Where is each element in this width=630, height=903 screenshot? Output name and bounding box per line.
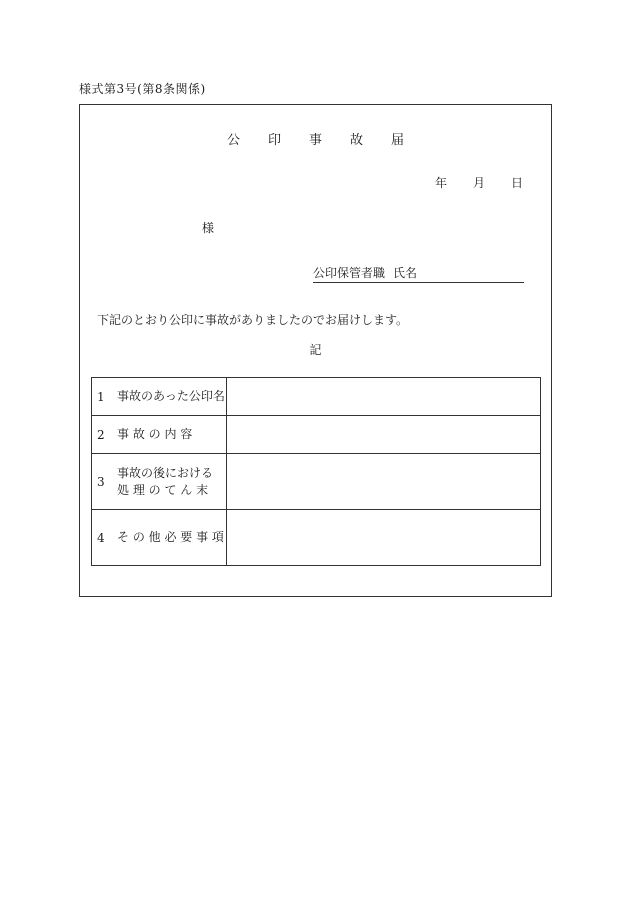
item-value-cell[interactable] (227, 378, 541, 416)
item-value-cell[interactable] (227, 510, 541, 566)
item-label: そ の 他 必 要 事 項 (117, 530, 224, 544)
holder-name-label: 氏名 (393, 266, 418, 280)
addressee-suffix: 様 (202, 221, 215, 235)
item-value-cell[interactable] (227, 454, 541, 510)
body-text: 下記のとおり公印に事故がありましたのでお届けします。 (97, 313, 409, 327)
title-char: 事 (308, 133, 322, 148)
form-title (80, 129, 551, 148)
form-number: 様式第3号(第8条関係) (79, 82, 206, 96)
title-char: 公 (226, 133, 240, 148)
table-row (92, 510, 541, 566)
title-char: 故 (350, 133, 364, 148)
holder-position-label: 公印保管者職 (313, 266, 386, 280)
date-line (409, 174, 523, 191)
item-label: 事故の後における 処 理 の て ん 末 (117, 465, 214, 497)
items-table (91, 377, 541, 566)
table-row (92, 416, 541, 454)
form-frame (79, 104, 552, 597)
title-char: 印 (267, 133, 281, 148)
date-day: 日 (510, 176, 523, 190)
item-label-cell (92, 416, 227, 454)
table-row (92, 454, 541, 510)
ki-heading: 記 (309, 343, 322, 357)
item-number: 1 (97, 389, 105, 404)
item-label-cell (92, 510, 227, 566)
holder-line (313, 264, 524, 283)
title-char: 届 (391, 133, 405, 148)
date-month: 月 (472, 176, 485, 190)
item-label-cell (92, 378, 227, 416)
table-row (92, 378, 541, 416)
item-number: 3 (97, 474, 105, 489)
item-number: 2 (97, 427, 105, 442)
item-label: 事 故 の 内 容 (117, 427, 193, 441)
item-label-cell (92, 454, 227, 510)
item-label: 事故のあった公印名 (117, 389, 225, 403)
item-value-cell[interactable] (227, 416, 541, 454)
date-year: 年 (434, 176, 447, 190)
item-number: 4 (97, 530, 105, 545)
